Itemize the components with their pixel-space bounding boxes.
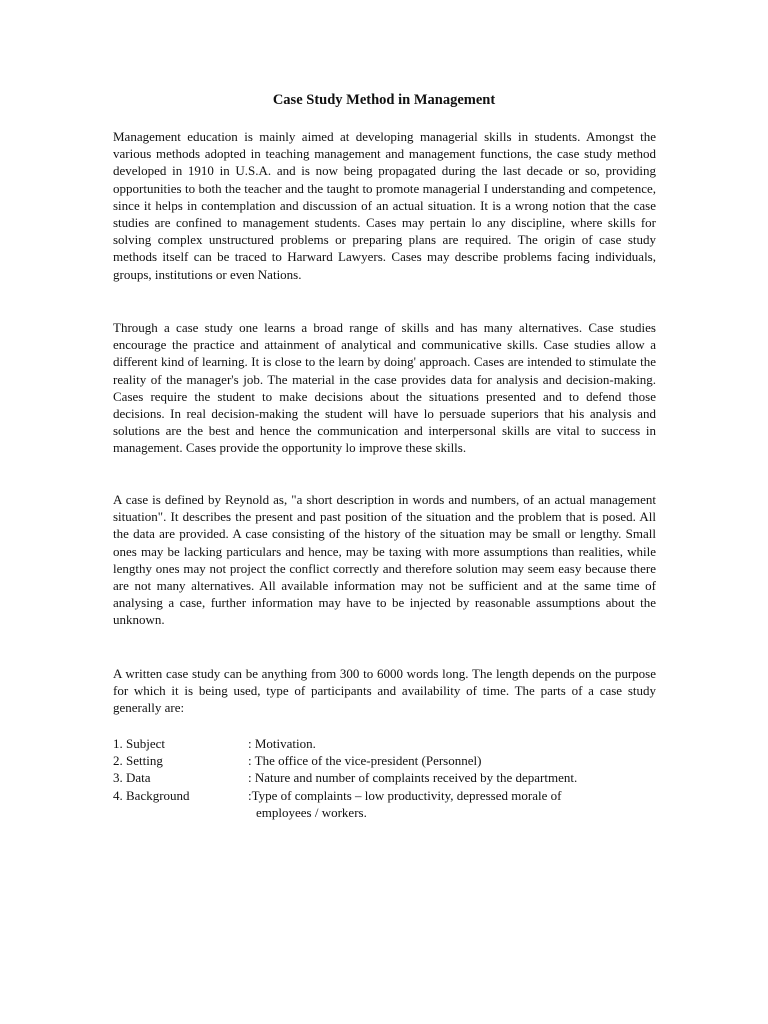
list-item: [113, 769, 673, 786]
paragraph-2: Through a case study one learns a broad range of skills and has many alternatives. Case studies encourage the practice and attainment of analytical and communicative skills. Case studies allow a different kind of learning. It is close to the learn by doing' approach. Cases are intended to stimulate the reality of the manager's job. The material in the case provides data for analysis and decision-making. Cases require the student to make decisions about the situations presented and to defend those decisions. In real decision-making the student will have lo persuade superiors that his analysis and solutions are the best and hence the communication and interpersonal skills are vital to success in management. Cases provide the opportunity lo improve these skills.: [113, 320, 656, 456]
document-title: Case Study Method in Management: [272, 92, 496, 108]
part-label: 4. Background: [113, 787, 190, 803]
paragraph-4: A written case study can be anything from 300 to 6000 words long. The length depends on the purpose for which it is being used, type of participants and availability of time. The parts of a case study generally are:: [113, 666, 656, 716]
list-item-continuation: [113, 804, 673, 821]
part-label: 2. Setting: [113, 753, 163, 769]
part-label: 3. Data: [113, 770, 151, 786]
list-item: [113, 752, 673, 769]
part-value: : Motivation.: [248, 736, 316, 751]
part-label: 1. Subject: [113, 736, 165, 751]
part-value: : The office of the vice-president (Personnel): [248, 753, 482, 769]
part-value: :Type of complaints – low productivity, depressed morale of: [248, 787, 562, 803]
part-value: : Nature and number of complaints received by the department.: [248, 770, 578, 786]
case-study-parts-list: [113, 735, 673, 821]
list-item: [113, 735, 673, 752]
paragraph-1: Management education is mainly aimed at developing managerial skills in students. Amongst the various methods adopted in teaching management and management functions, the case study method developed in 1910 in U.S.A. and is now being propagated during the last decade or so, providing opportunities to both the teacher and the taught to promote managerial I understanding and competence, since it helps in contemplation and discussion of an actual situation. It is a wrong notion that the case studies are confined to management students. Cases may pertain lo any discipline, where skills for solving complex unstructured problems or preparing plans are required. The origin of case study methods itself can be traced to Harward Lawyers. Cases may describe problems facing individuals, groups, institutions or even Nations.: [113, 129, 656, 282]
list-item: [113, 787, 673, 804]
paragraph-3: A case is defined by Reynold as, "a short description in words and numbers, of an actual management situation". It describes the present and past position of the situation and the problem that is posed. All the data are provided. A case consisting of the history of the situation may be small or lengthy. Small ones may be lacking particulars and hence, may be taxing with more assumptions than realities, while lengthy ones may not project the conflict correctly and therefore solution may seem easy because there are not many alternatives. All available information may not be sufficient and at the same time of analysing a case, further information may have to be injected by reasonable assumptions about the unknown.: [113, 492, 656, 628]
part-value-continuation: employees / workers.: [256, 804, 367, 820]
